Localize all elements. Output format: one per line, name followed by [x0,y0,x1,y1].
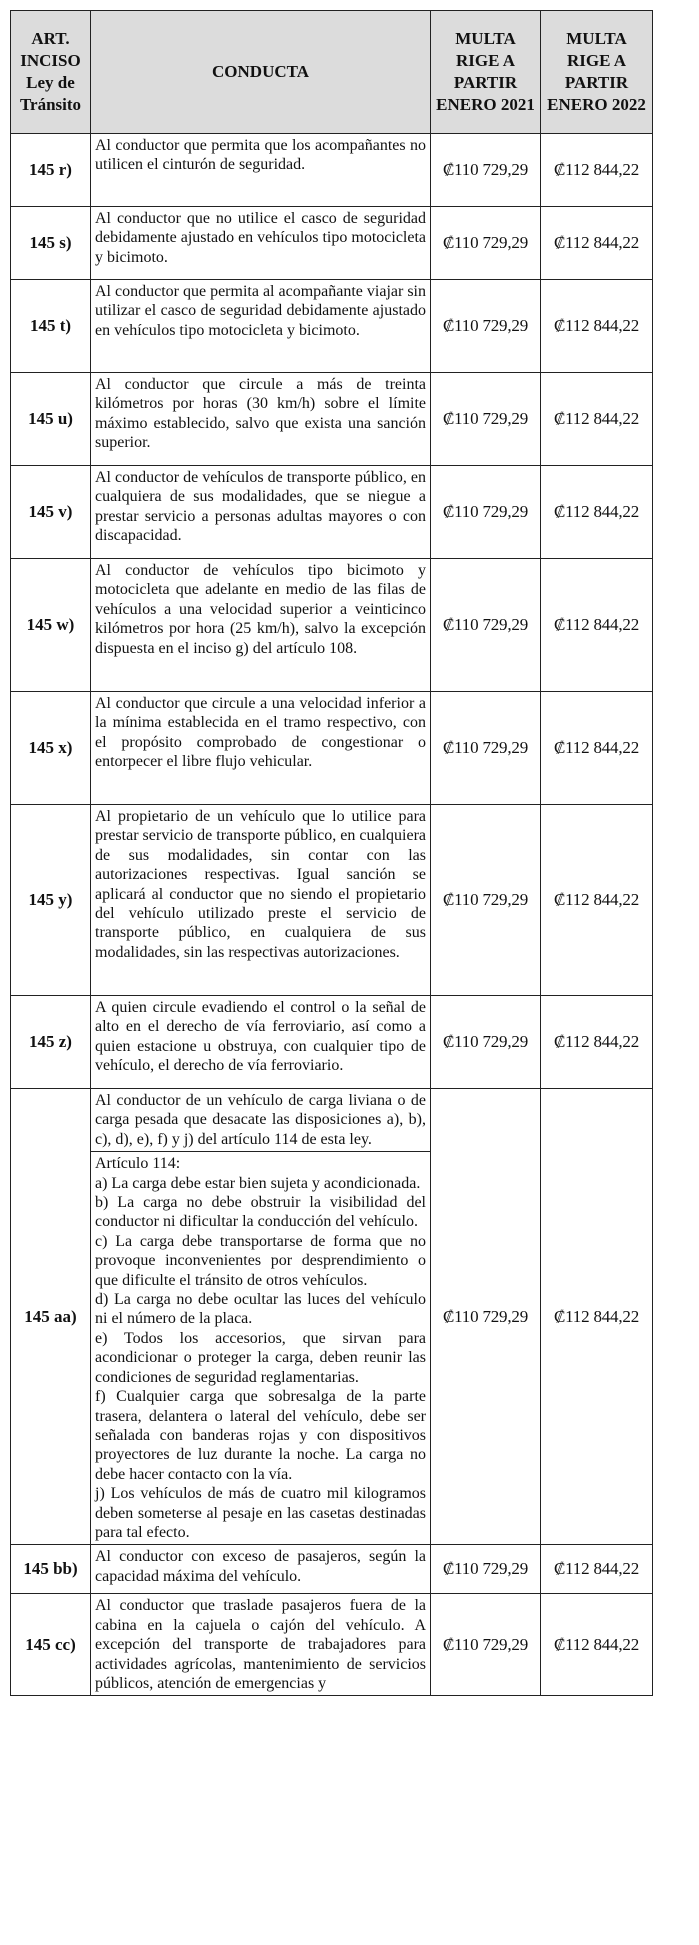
fine-2021-cell: ₡110 729,29 [431,280,541,373]
article-cell: 145 t) [11,280,91,373]
article-cell: 145 aa) [11,1089,91,1545]
note-item: a) La carga debe estar bien sujeta y acondicionada. [95,1174,421,1192]
fine-2022-cell: ₡112 844,22 [541,805,653,996]
note-title: Artículo 114: [95,1155,181,1173]
fine-2022-cell: ₡112 844,22 [541,1594,653,1696]
conduct-cell [91,1089,431,1545]
note-item: e) Todos los accesorios, que sirvan para acondicionar o proteger la carga, deben reunir las condiciones de seguridad reglamentarias. [95,1329,426,1386]
conduct-cell: Al propietario de un vehículo que lo utilice para prestar servicio de transporte público, en cualquiera de sus modalidades, sin contar con las autorizaciones respectivas. Igual sanción se aplicará al conductor que no siendo el propietario del vehículo utilizado preste el servicio de transporte público, en cualquiera de sus modalidades, sin las respectivas autorizaciones. [91,805,431,996]
table-row [11,1089,653,1545]
article-cell: 145 u) [11,373,91,466]
table-row [11,1545,653,1594]
article-114-note [91,1151,430,1544]
conduct-cell: Al conductor de vehículos de transporte público, en cualquiera de sus modalidades, que se niegue a prestar servicio a personas adultas mayores o con discapacidad. [91,466,431,559]
table-row [11,996,653,1089]
table-row [11,207,653,280]
table-row [11,134,653,207]
fine-2022-cell: ₡112 844,22 [541,1089,653,1545]
fine-2021-cell: ₡110 729,29 [431,1545,541,1594]
fine-2022-cell: ₡112 844,22 [541,280,653,373]
note-item: d) La carga no debe ocultar las luces del vehículo ni el número de la placa. [95,1291,426,1328]
note-item: c) La carga debe transportarse de forma que no provoque inconvenientes por desprendimiento o que dificulte el tránsito de otros vehículos. [95,1232,426,1289]
conduct-cell: Al conductor con exceso de pasajeros, según la capacidad máxima del vehículo. [91,1545,431,1594]
article-cell: 145 s) [11,207,91,280]
conduct-cell: Al conductor que permita al acompañante viajar sin utilizar el casco de seguridad debidamente ajustado en vehículos tipo motocicleta y bicimoto. [91,280,431,373]
fine-2021-cell: ₡110 729,29 [431,692,541,805]
fine-2021-cell: ₡110 729,29 [431,559,541,692]
fine-2021-cell: ₡110 729,29 [431,134,541,207]
article-cell: 145 v) [11,466,91,559]
document-page [10,10,652,1696]
fine-2021-cell: ₡110 729,29 [431,1089,541,1545]
note-item: j) Los vehículos de más de cuatro mil kilogramos deben someterse al pesaje en las casetas destinadas para tal efecto. [95,1485,426,1541]
note-item: f) Cualquier carga que sobresalga de la parte trasera, delantera o lateral del vehículo, debe ser señalada con banderas rojas y con dispositivos proyectores de luz durante la noche. La carga no debe hacer contacto con la vía. [95,1388,426,1483]
conduct-main-text: Al conductor de un vehículo de carga liviana o de carga pesada que desacate las disposiciones a), b), c), d), e), f) y j) del artículo 114 de esta ley. [95,1092,426,1148]
fine-2022-cell: ₡112 844,22 [541,466,653,559]
fine-2022-cell: ₡112 844,22 [541,1545,653,1594]
header-conducta: CONDUCTA [91,11,431,134]
note-item: b) La carga no debe obstruir la visibilidad del conductor ni dificultar la conducción del vehículo. [95,1194,426,1231]
conduct-cell: Al conductor que no utilice el casco de seguridad debidamente ajustado en vehículos tipo motocicleta y bicimoto. [91,207,431,280]
fine-2021-cell: ₡110 729,29 [431,207,541,280]
header-multa-2022: MULTA RIGE A PARTIR ENERO 2022 [541,11,653,134]
article-cell: 145 cc) [11,1594,91,1696]
fine-2022-cell: ₡112 844,22 [541,996,653,1089]
fine-2022-cell: ₡112 844,22 [541,692,653,805]
article-cell: 145 w) [11,559,91,692]
table-row [11,1594,653,1696]
fine-2022-cell: ₡112 844,22 [541,207,653,280]
conduct-cell: Al conductor de vehículos tipo bicimoto y motocicleta que adelante en medio de las filas de vehículos a una velocidad superior a veinticinco kilómetros por hora (25 km/h), salvo la excepción dispuesta en el inciso g) del artículo 108. [91,559,431,692]
table-row [11,805,653,996]
fine-2022-cell: ₡112 844,22 [541,373,653,466]
table-row [11,692,653,805]
fine-2021-cell: ₡110 729,29 [431,805,541,996]
conduct-cell: Al conductor que circule a una velocidad inferior a la mínima establecida en el tramo respectivo, con el propósito comprobado de congestionar o entorpecer el libre flujo vehicular. [91,692,431,805]
conduct-cell: A quien circule evadiendo el control o la señal de alto en el derecho de vía ferroviario, así como a quien estacione u obstruya, con cualquier tipo de vehículo, el derecho de vía ferroviario. [91,996,431,1089]
fine-2021-cell: ₡110 729,29 [431,466,541,559]
article-cell: 145 r) [11,134,91,207]
fine-2022-cell: ₡112 844,22 [541,134,653,207]
article-cell: 145 y) [11,805,91,996]
fine-2021-cell: ₡110 729,29 [431,1594,541,1696]
fine-2021-cell: ₡110 729,29 [431,373,541,466]
table-header-row [11,11,653,134]
fine-2022-cell: ₡112 844,22 [541,559,653,692]
header-art: ART. INCISO Ley de Tránsito [11,11,91,134]
conduct-cell: Al conductor que circule a más de treinta kilómetros por horas (30 km/h) sobre el límite máximo establecido, salvo que exista una sanción superior. [91,373,431,466]
fines-table [10,10,653,1696]
article-cell: 145 x) [11,692,91,805]
conduct-cell: Al conductor que permita que los acompañantes no utilicen el cinturón de seguridad. [91,134,431,207]
fine-2021-cell: ₡110 729,29 [431,996,541,1089]
table-row [11,280,653,373]
table-row [11,559,653,692]
conduct-cell: Al conductor que traslade pasajeros fuera de la cabina en la cajuela o cajón del vehículo. A excepción del transporte de trabajadores para actividades agrícolas, mantenimiento de servicios públicos, atención de emergencias y [91,1594,431,1696]
article-cell: 145 z) [11,996,91,1089]
header-multa-2021: MULTA RIGE A PARTIR ENERO 2021 [431,11,541,134]
table-row [11,466,653,559]
article-cell: 145 bb) [11,1545,91,1594]
table-row [11,373,653,466]
